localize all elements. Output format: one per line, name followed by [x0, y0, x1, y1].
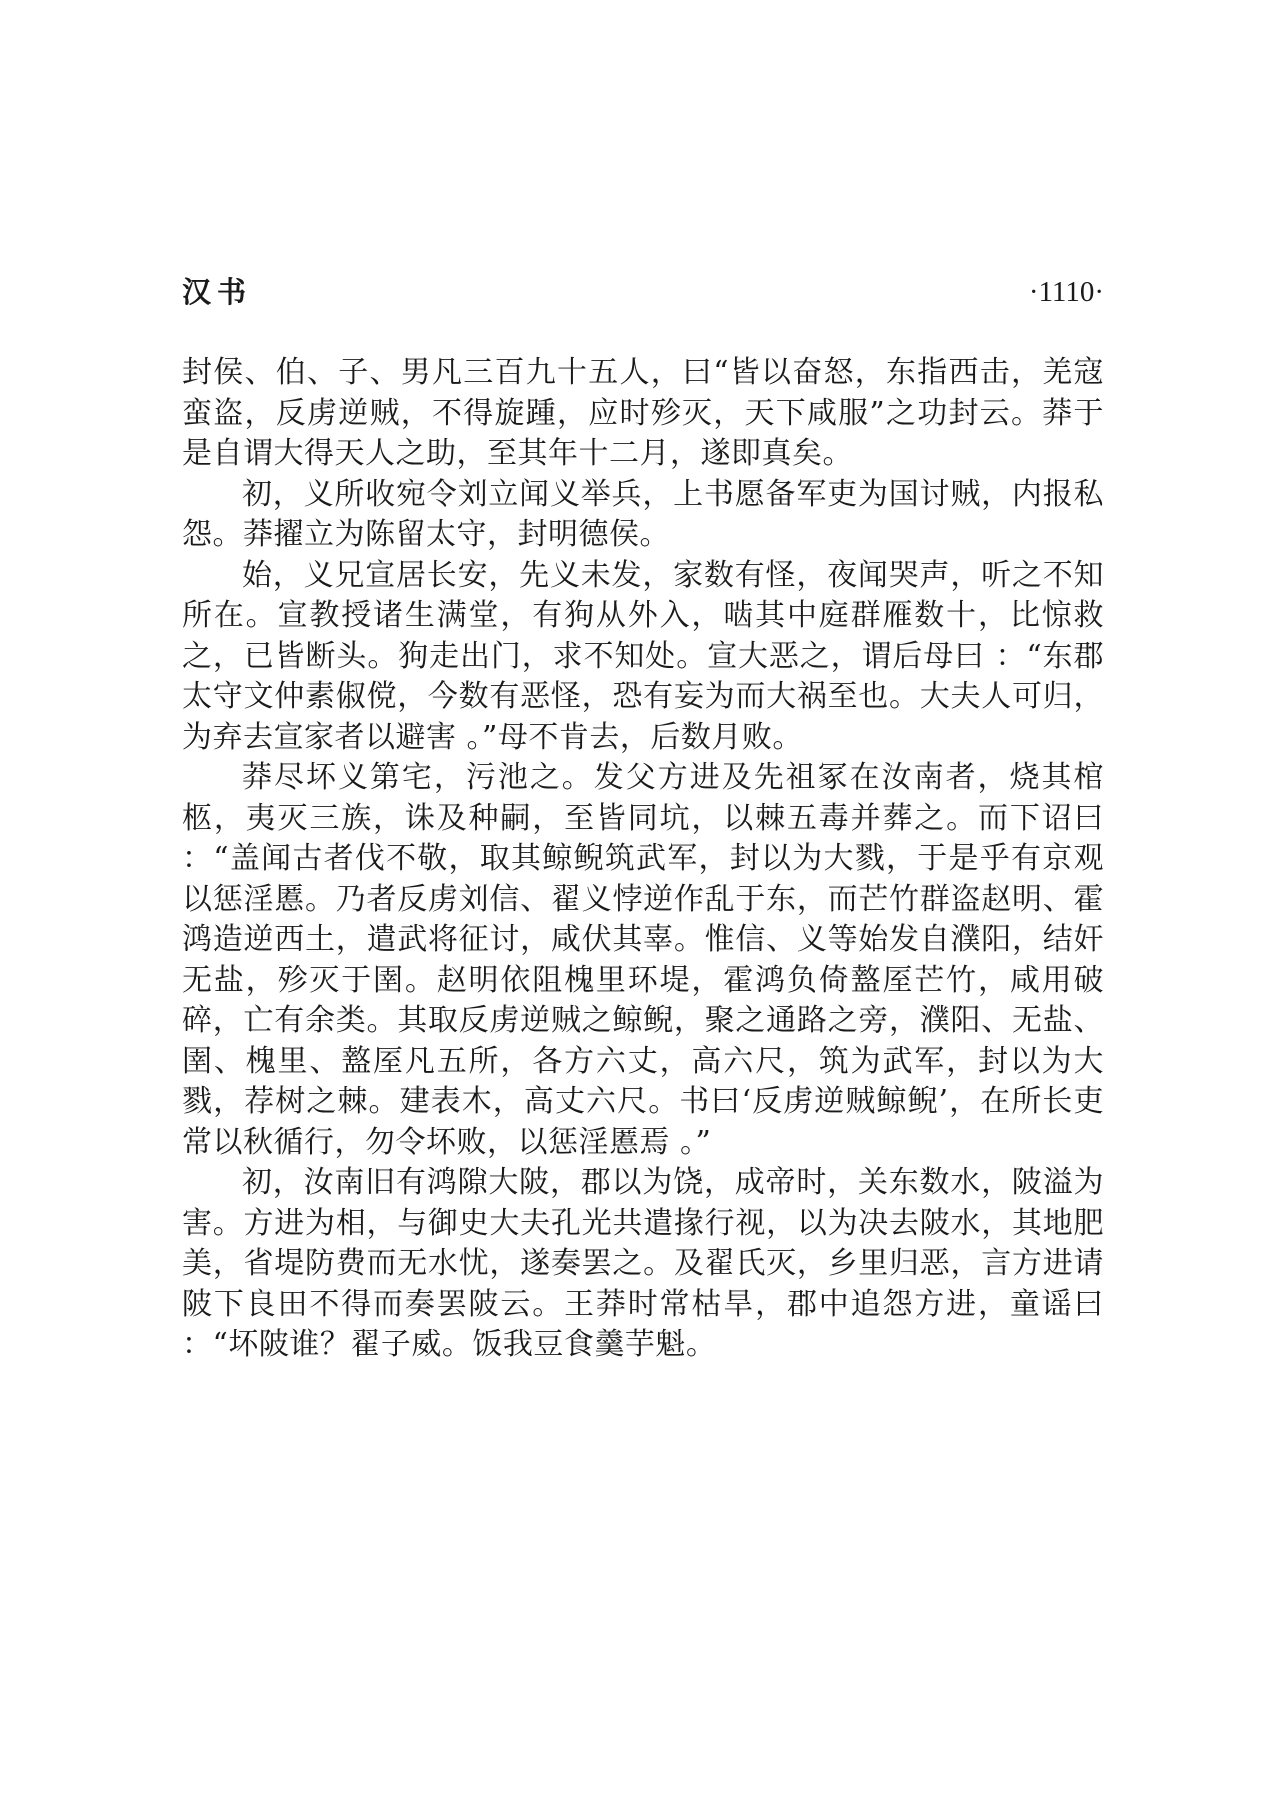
paragraph: 莽尽坏义第宅，污池之。发父方进及先祖冢在汝南者，烧其棺柩，夷灭三族，诛及种嗣，至皆同坑，以棘五毒并葬之。而下诏曰 ：“盖闻古者伐不敬，取其鲸鲵筑武军，封以为大戮，于是乎有京观以惩淫慝。乃者反虏刘信、翟义悖逆作乱于东，而芒竹群盗赵明、霍鸿造逆西土，遣武将征讨，咸伏其辜。惟信、义等始发自濮阳，结奸无盐，殄灭于圉。赵明依阻槐里环堤，霍鸿负倚盩厔芒竹，咸用破碎，亡有余类。其取反虏逆贼之鲸鲵，聚之通路之旁，濮阳、无盐、圉、槐里、盩厔凡五所，各方六丈，高六尺，筑为武军，封以为大戮，荐树之棘。建表木，高丈六尺。书曰‘反虏逆贼鲸鲵’，在所长吏常以秋循行，勿令坏败，以惩淫慝焉 。”	[182, 760, 1104, 1160]
page-header	[182, 272, 1104, 312]
book-title: 汉书	[182, 275, 253, 309]
paragraph: 初，汝南旧有鸿隙大陂，郡以为饶，成帝时，关东数水，陂溢为害。方进为相，与御史大夫孔光共遣掾行视，以为决去陂水，其地肥美，省堤防费而无水忧，遂奏罢之。及翟氏灭，乡里归恶，言方进请陂下良田不得而奏罢陂云。王莽时常枯旱，郡中追怨方进，童谣曰 ：“坏陂谁？翟子威。饭我豆食羹芋魁。	[182, 1165, 1104, 1362]
paragraph: 始，义兄宣居长安，先义未发，家数有怪，夜闻哭声，听之不知所在。宣教授诸生满堂，有狗从外入，啮其中庭群雁数十，比惊救之，已皆断头。狗走出门，求不知处。宣大恶之，谓后母曰 ：“东郡太守文仲素俶傥，今数有恶怪，恐有妄为而大祸至也。大夫人可归，为弃去宣家者以避害 。”母不肯去，后数月败。	[182, 557, 1104, 755]
paragraph: 封侯、伯、子、男凡三百九十五人，曰“皆以奋怒，东指西击，羌寇蛮盗，反虏逆贼，不得旋踵，应时殄灭，天下咸服”之功封云。莽于是自谓大得天人之助，至其年十二月，遂即真矣。	[182, 355, 1104, 471]
body-text	[182, 353, 1104, 1366]
page-number: ·1110·	[1028, 276, 1104, 308]
paragraph: 初，义所收宛令刘立闻义举兵，上书愿备军吏为国讨贼，内报私怨。莽擢立为陈留太守，封明德侯。	[182, 476, 1104, 552]
